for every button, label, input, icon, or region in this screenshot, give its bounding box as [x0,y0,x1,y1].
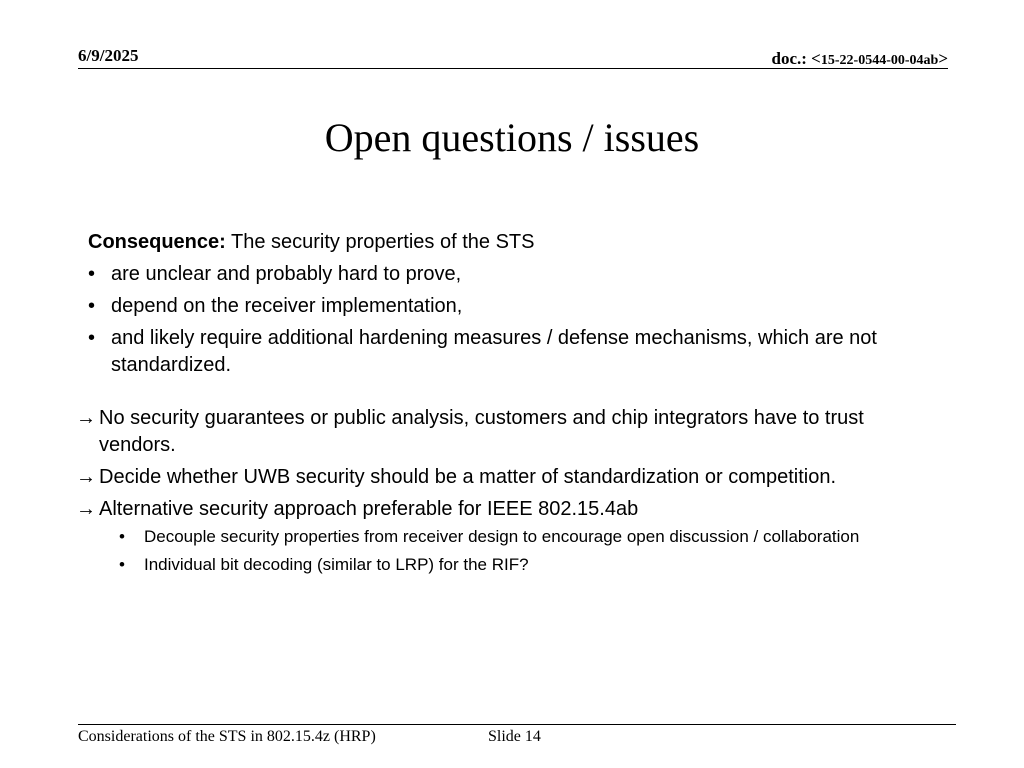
doc-number: 15-22-0544-00-04ab [820,53,939,68]
slide-number: Slide 14 [488,728,541,745]
header-date: 6/9/2025 [78,46,139,65]
list-item: • and likely require additional hardening measures / defense mechanisms, which are not standardized. [88,327,877,376]
arrow-right-icon: → [76,498,96,520]
footer-title: Considerations of the STS in 802.15.4z (HRP) [78,728,376,745]
consequence-line [88,229,918,256]
bullet-icon: • [88,327,96,349]
consequence-list [88,261,918,379]
slide-title: Open questions / issues [324,115,700,160]
slide-body [76,229,918,582]
consequence-label: Consequence: [88,231,226,253]
sub-list-item: • Individual bit decoding (similar to LRP) for the RIF? [99,553,918,577]
bullet-icon: • [119,527,125,546]
footer-divider [78,724,956,725]
list-item: • are unclear and probably hard to prove, [88,261,918,288]
list-item: • depend on the receiver implementation, [88,293,918,320]
sub-list [99,525,918,577]
bullet-icon: • [119,555,125,574]
bullet-icon: • [88,295,96,317]
arrow-right-icon: → [76,407,96,429]
consequence-text: The security properties of the STS [225,231,535,253]
sub-list-item: • Decouple security properties from receiver design to encourage open discussion / collaboration [99,525,918,549]
doc-close: > [938,49,948,68]
conclusion-item: → No security guarantees or public analysis, customers and chip integrators have to trust vendors. [76,407,864,456]
conclusion-item: → Decide whether UWB security should be a matter of standardization or competition. [76,464,918,491]
header-divider [78,68,948,69]
doc-label: doc.: < [771,49,821,68]
arrow-right-icon: → [76,466,96,488]
header-doc-id [772,49,948,69]
conclusion-list [76,405,918,577]
conclusion-item: → Alternative security approach preferable for IEEE 802.15.4ab • Decouple security properties from receiver design to encourage open discussion / collaboration • Individual bit decoding (similar to LRP) for the RIF? [76,496,918,577]
bullet-icon: • [88,263,96,285]
